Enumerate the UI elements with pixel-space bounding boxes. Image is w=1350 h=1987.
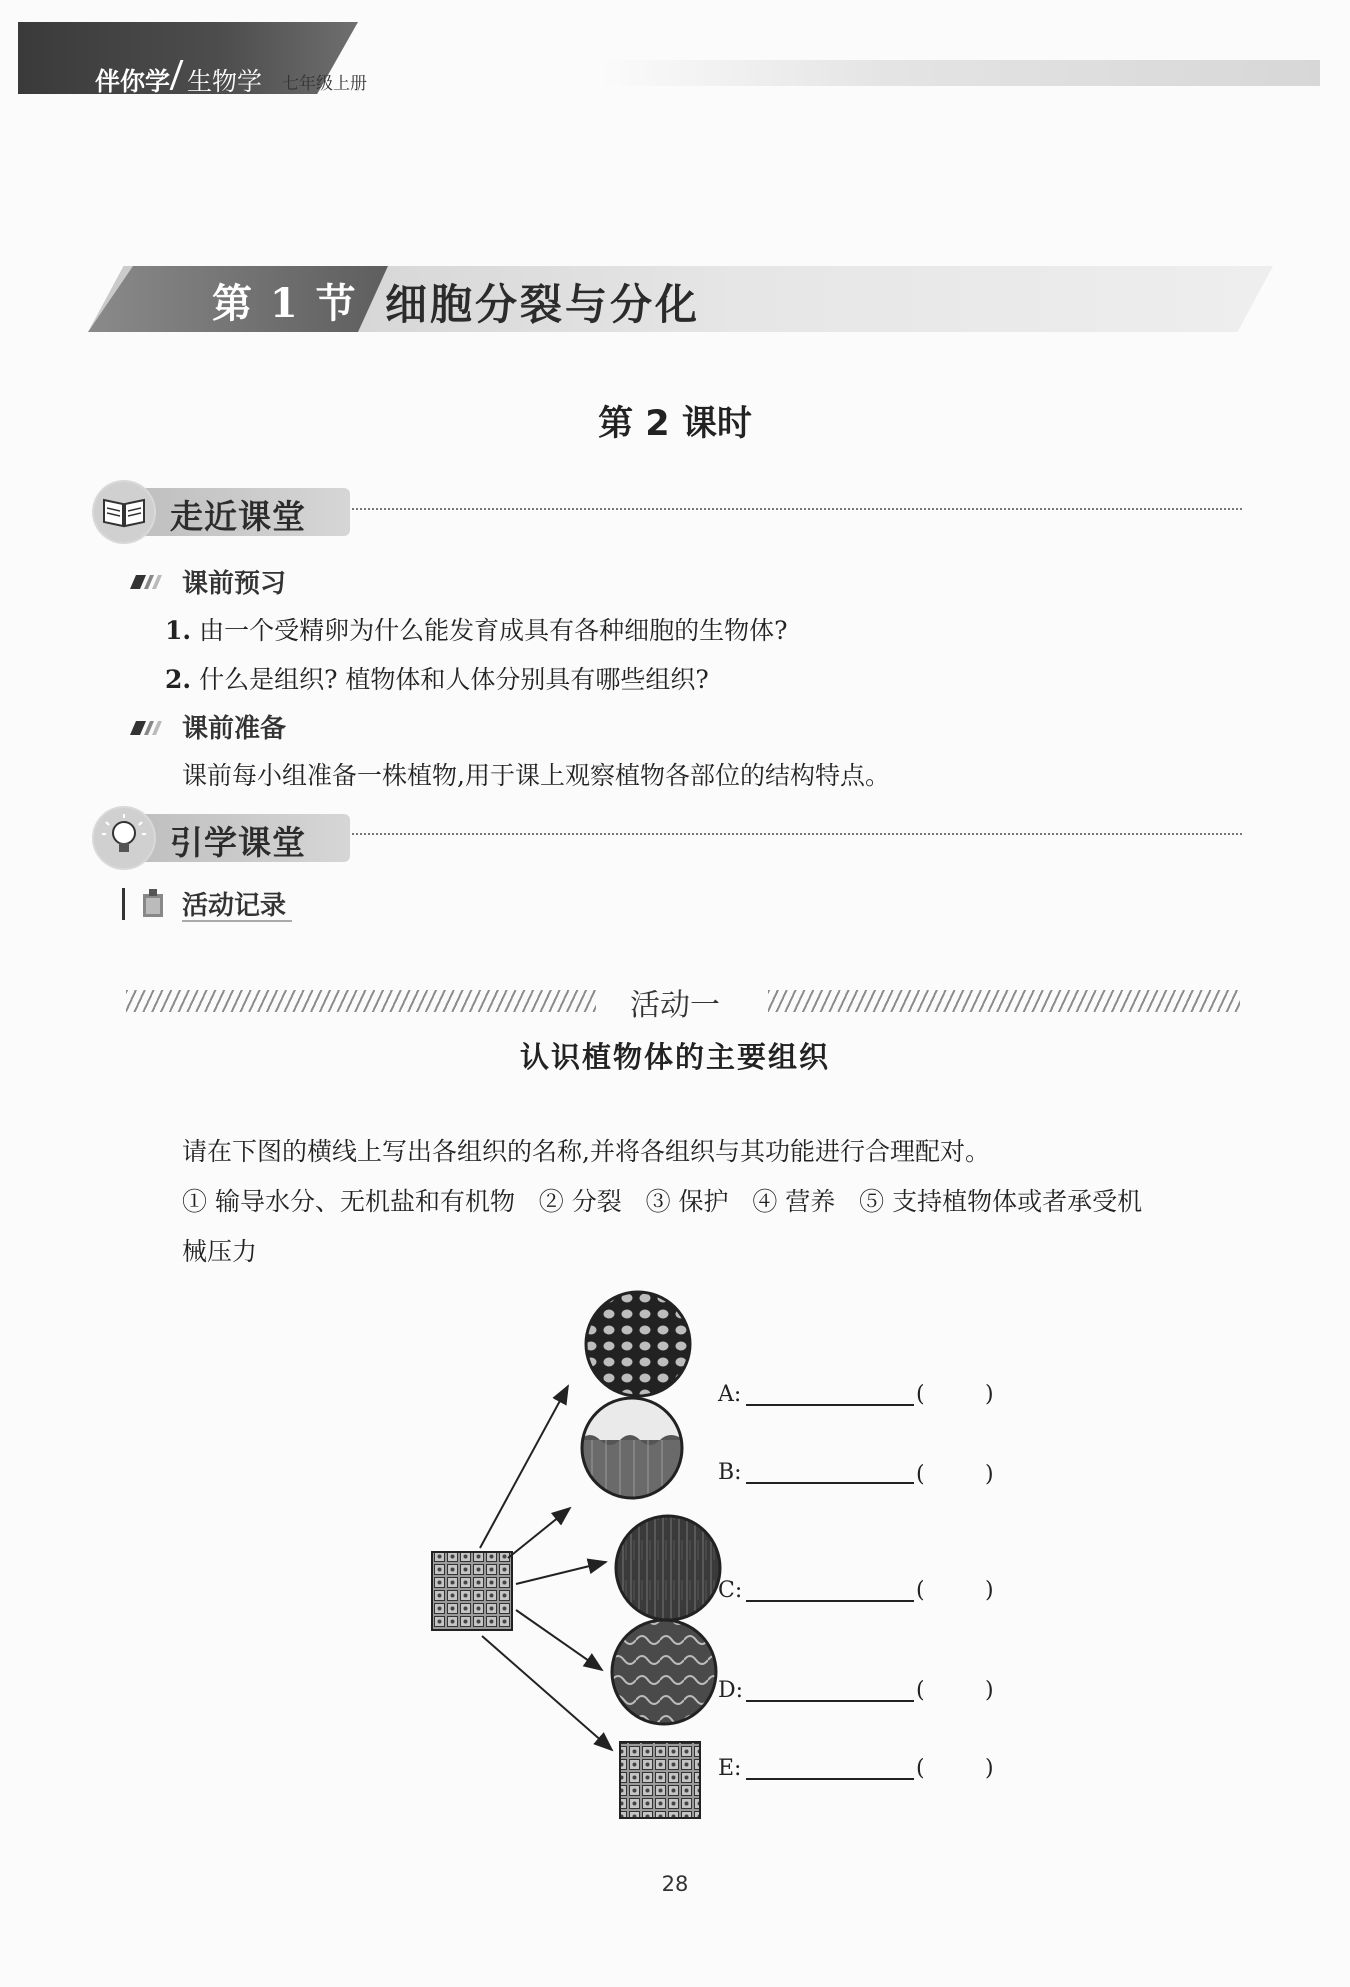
arrow-to-e (482, 1636, 612, 1750)
match-paren-close: ) (985, 1462, 994, 1487)
match-paren-close: ) (985, 1578, 994, 1603)
record-title: 活动记录 (182, 891, 287, 921)
match-paren-open: ( (916, 1382, 925, 1407)
subject-name: 生物学 (187, 67, 263, 96)
preview-title: 课前预习 (182, 569, 287, 599)
tissue-b-image (580, 1398, 684, 1500)
arrow-to-b (508, 1508, 570, 1558)
answer-row-a (718, 1382, 741, 1407)
tissue-c-image (616, 1516, 720, 1620)
answer-row-e (718, 1756, 741, 1781)
match-paren-open: ( (916, 1578, 925, 1603)
question-text: 什么是组织? 植物体和人体分别具有哪些组织? (199, 665, 709, 694)
lesson-title: 第 2 课时 (598, 404, 752, 444)
match-paren-open: ( (916, 1678, 925, 1703)
running-header-fade (600, 60, 1320, 86)
part-divider (352, 508, 1242, 510)
match-paren-close: ) (985, 1756, 994, 1781)
part-divider (352, 833, 1242, 835)
match-paren-close: ) (985, 1678, 994, 1703)
answer-label: A: (718, 1382, 742, 1407)
arrow-to-d (516, 1610, 602, 1670)
subheading-marker-icon (126, 720, 166, 734)
answer-label: C: (718, 1578, 743, 1603)
source-tissue-cluster (432, 1552, 512, 1630)
question-number: 1. (165, 616, 192, 645)
answer-blank-b[interactable] (746, 1482, 914, 1484)
activity-instruction: 请在下图的横线上写出各组织的名称,并将各组织与其功能进行合理配对。 (182, 1137, 990, 1166)
record-bar (122, 888, 125, 920)
grade-label: 七年级上册 (282, 74, 367, 94)
series-name: 伴你学 (95, 67, 171, 96)
prepare-title: 课前准备 (182, 714, 287, 744)
activity-subtitle: 认识植物体的主要组织 (519, 1040, 830, 1074)
part-title-approach: 走近课堂 (170, 497, 306, 536)
clipboard-icon (142, 888, 164, 922)
answer-row-c (718, 1578, 742, 1603)
answer-blank-e[interactable] (746, 1778, 914, 1780)
preview-question (165, 611, 787, 647)
arrow-to-c (516, 1562, 606, 1584)
section-title: 细胞分裂与分化 (385, 280, 701, 329)
record-underline (182, 920, 292, 922)
prepare-text: 课前每小组准备一株植物,用于课上观察植物各部位的结构特点。 (182, 761, 890, 790)
activity-title: 活动一 (630, 988, 720, 1023)
preview-question (165, 660, 709, 696)
answer-blank-d[interactable] (746, 1700, 914, 1702)
question-text: 由一个受精卵为什么能发育成具有各种细胞的生物体? (199, 616, 788, 645)
match-paren-open: ( (916, 1756, 925, 1781)
answer-blank-a[interactable] (746, 1404, 914, 1406)
function-options: ① 输导水分、无机盐和有机物 ② 分裂 ③ 保护 ④ 营养 ⑤ 支持植物体或者承受机 (182, 1187, 1143, 1216)
page-number: 28 (661, 1872, 689, 1896)
tissue-d-image (612, 1620, 716, 1724)
match-paren-close: ) (985, 1382, 994, 1407)
tissue-a-image (586, 1292, 690, 1396)
subheading-marker-icon (126, 574, 166, 588)
book-icon (92, 480, 156, 544)
section-number: 第 1 节 (212, 280, 358, 327)
answer-label: B: (718, 1460, 742, 1485)
lightbulb-icon (92, 806, 156, 870)
answer-label: D: (718, 1678, 744, 1703)
answer-blank-c[interactable] (746, 1600, 914, 1602)
function-options-cont: 械压力 (182, 1237, 258, 1266)
answer-row-d (718, 1678, 743, 1703)
arrow-to-a (480, 1386, 568, 1548)
part-title-guided: 引学课堂 (170, 823, 306, 862)
tissue-diagram (420, 1290, 750, 1830)
tissue-e-image (620, 1742, 700, 1818)
answer-row-b (718, 1460, 742, 1485)
match-paren-open: ( (916, 1462, 925, 1487)
answer-label: E: (718, 1756, 742, 1781)
question-number: 2. (165, 665, 192, 694)
